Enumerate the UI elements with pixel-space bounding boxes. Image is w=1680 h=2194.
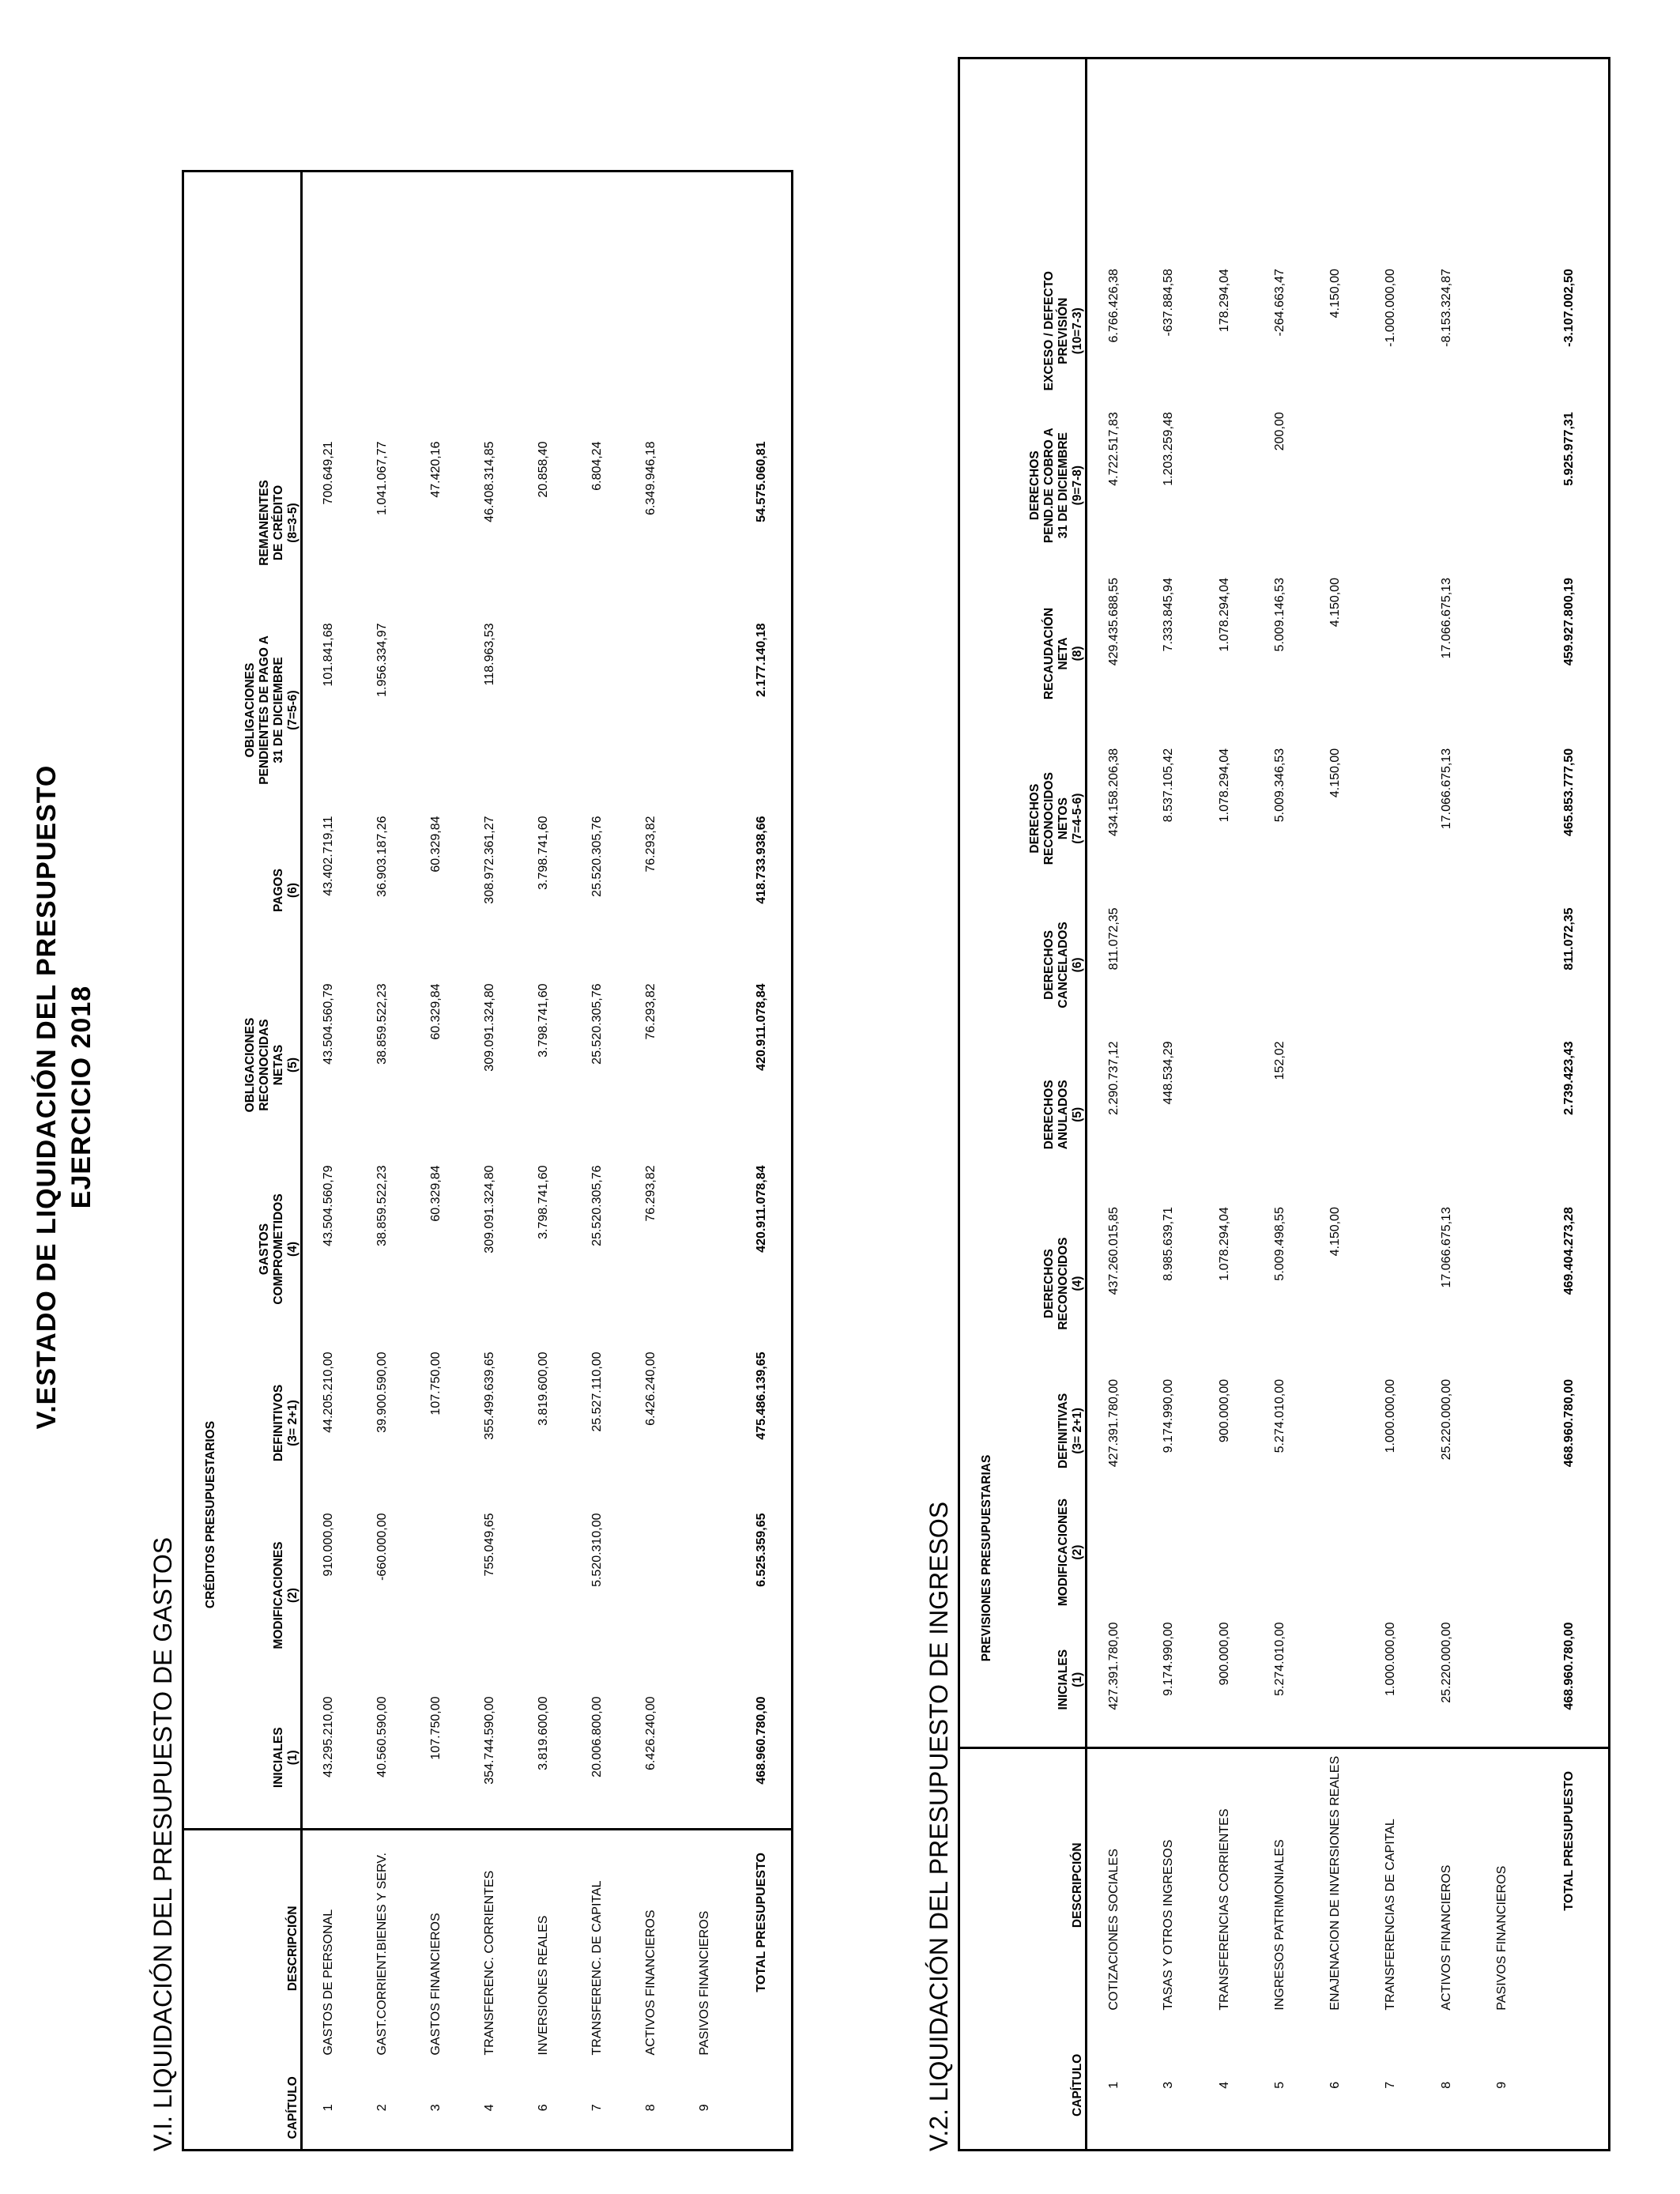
page-title: V.ESTADO DE LIQUIDACIÓN DEL PRESUPUESTO [32, 764, 62, 1430]
row-value-comp: 76.293,82 [644, 1165, 658, 1222]
gastos-group-header: CRÉDITOS PRESUPUESTARIOS [203, 1420, 217, 1609]
row-value-can [1475, 898, 1530, 1031]
row-value-mod [409, 1504, 463, 1687]
row-value-ini: 40.560.590,00 [375, 1696, 389, 1777]
row-value-rec: 1.078.294,04 [1217, 1207, 1231, 1281]
row-value-rec: 8.985.639,71 [1162, 1207, 1176, 1281]
row-value-rcd [1363, 568, 1418, 739]
row-value-comp: 60.329,84 [428, 1165, 443, 1222]
row-capitulo: 7 [590, 2104, 605, 2112]
col-pendcobro: DERECHOS PEND.DE COBRO A 31 DE DICIEMBRE (9=7-8) [1027, 428, 1084, 544]
gastos-section-title: V.I. LIQUIDACIÓN DEL PRESUPUESTO DE GASTOS [149, 1536, 177, 2151]
row-value-net: 17.066.675,13 [1439, 748, 1453, 830]
row-value-rec: 437.260.015,85 [1106, 1207, 1121, 1295]
row-value-anu [1363, 1031, 1418, 1197]
row-value-def: 427.391.780,00 [1106, 1379, 1121, 1468]
row-value-pag [678, 806, 732, 974]
row-value-def: 25.220.000,00 [1439, 1379, 1453, 1461]
table-row [1363, 58, 1418, 2151]
total-row [732, 171, 792, 2150]
total-row [1530, 58, 1609, 2151]
ingresos-group-row [959, 58, 994, 2151]
row-value-can [1308, 898, 1363, 1031]
row-value-mod [678, 1504, 732, 1687]
table-row [1308, 58, 1363, 2151]
row-descripcion: PASIVOS FINANCIEROS [678, 1830, 732, 2067]
row-value-mod [1197, 1492, 1252, 1613]
row-value-rem: 6.349.946,18 [644, 441, 658, 515]
row-value-pag: 76.293,82 [644, 816, 658, 873]
row-value-mod: 5.520.310,00 [590, 1513, 605, 1587]
row-value-net [1475, 739, 1530, 899]
row-value-mod [1308, 1492, 1363, 1613]
ingresos-group-header: PREVISIONES PRESUPUESTARIAS [979, 1454, 993, 1662]
row-descripcion: TRANSFERENC. CORRIENTES [463, 1830, 517, 2067]
row-descripcion: GAST.CORRIENT.BIENES Y SERV. [356, 1830, 409, 2067]
row-descripcion: ACTIVOS FINANCIEROS [1419, 1747, 1475, 2021]
row-value-pend: 118.963,53 [482, 623, 496, 686]
col-cancelados: DERECHOS CANCELADOS (6) [1042, 922, 1084, 1008]
row-value-comp [678, 1155, 732, 1342]
row-value-def [1475, 1370, 1530, 1492]
row-value-rec [1363, 1197, 1418, 1370]
row-value-comp: 38.859.522,23 [375, 1165, 389, 1246]
row-value-def: 1.000.000,00 [1384, 1379, 1398, 1453]
row-value-comp: 43.504.560,79 [322, 1165, 336, 1246]
table-row [1419, 58, 1475, 2151]
row-value-obl [678, 974, 732, 1155]
row-value-rem [678, 432, 732, 613]
row-value-pend: 200,00 [1272, 412, 1286, 451]
row-value-exc: -8.153.324,87 [1439, 269, 1453, 347]
col-netos: DERECHOS RECONOCIDOS NETOS (7=4-5-6) [1027, 772, 1084, 865]
total-value-ini: 468.960.780,00 [754, 1696, 768, 1785]
col-reconocidos: DERECHOS RECONOCIDOS (4) [1042, 1237, 1084, 1330]
row-value-rem: 1.041.067,77 [375, 441, 389, 515]
row-capitulo: 3 [1162, 2081, 1176, 2089]
row-value-ini: 25.220.000,00 [1439, 1622, 1453, 1703]
row-value-ini: 3.819.600,00 [537, 1696, 551, 1770]
row-value-def [1308, 1370, 1363, 1492]
total-value-def: 475.486.139,65 [754, 1351, 768, 1440]
row-descripcion: TRANSFERENC. DE CAPITAL [571, 1830, 624, 2067]
col-anulados: DERECHOS ANULADOS (5) [1042, 1080, 1084, 1150]
row-value-can [1363, 898, 1418, 1031]
row-value-rec: 5.009.498,55 [1272, 1207, 1286, 1281]
row-value-ini [1308, 1612, 1363, 1747]
row-value-mod [1252, 1492, 1308, 1613]
col-remanentes: REMANENTES DE CRÉDITO (8=3-5) [258, 480, 300, 566]
col-pagos: PAGOS (6) [272, 869, 300, 912]
col-capitulo: CAPÍTULO [1070, 2053, 1084, 2117]
row-value-rec: 4.150,00 [1328, 1207, 1343, 1257]
col-modificaciones: MODIFICACIONES (2) [272, 1541, 300, 1649]
col-recaudacion: RECAUDACIÓN NETA (8) [1042, 607, 1084, 700]
ingresos-header-row [994, 58, 1086, 2151]
row-value-pag: 43.402.719,11 [322, 816, 336, 896]
row-value-exc: 6.766.426,38 [1106, 269, 1121, 343]
row-capitulo: 9 [1494, 2081, 1509, 2089]
total-value-mod: 6.525.359,65 [754, 1513, 768, 1587]
row-capitulo: 8 [1439, 2081, 1453, 2089]
row-value-comp: 309.091.324,80 [482, 1165, 496, 1253]
row-descripcion: GASTOS FINANCIEROS [409, 1830, 463, 2067]
row-value-net: 5.009.346,53 [1272, 748, 1286, 823]
row-value-comp: 3.798.741,60 [537, 1165, 551, 1239]
total-value-can: 811.072,35 [1561, 907, 1576, 971]
row-value-rem: 700.649,21 [322, 441, 336, 505]
col-iniciales: INICIALES (1) [1056, 1649, 1084, 1710]
row-value-obl: 3.798.741,60 [537, 983, 551, 1057]
row-value-mod [517, 1504, 571, 1687]
row-descripcion: GASTOS DE PERSONAL [302, 1830, 356, 2067]
row-capitulo: 7 [1384, 2081, 1398, 2089]
ingresos-table [958, 57, 1610, 2151]
total-value-anu: 2.739.423,43 [1561, 1041, 1576, 1115]
row-descripcion: TRANSFERENCIAS CORRIENTES [1197, 1747, 1252, 2021]
row-value-net: 434.158.206,38 [1106, 748, 1121, 837]
row-descripcion: ENAJENACION DE INVERSIONES REALES [1308, 1747, 1363, 2021]
row-value-mod [1086, 1492, 1141, 1613]
total-value-rem: 54.575.060,81 [754, 441, 768, 522]
row-value-exc: -637.884,58 [1162, 269, 1176, 337]
row-value-pend [517, 613, 571, 806]
row-value-net [1363, 739, 1418, 899]
row-value-exc: -1.000.000,00 [1384, 269, 1398, 347]
row-value-pend: 4.722.517,83 [1106, 412, 1121, 486]
table-row [624, 171, 678, 2150]
row-descripcion: TASAS Y OTROS INGRESOS [1141, 1747, 1196, 2021]
row-value-mod [1141, 1492, 1196, 1613]
row-value-pend: 1.203.259,48 [1162, 412, 1176, 486]
row-value-can [1419, 898, 1475, 1031]
total-value-pend: 2.177.140,18 [754, 623, 768, 697]
row-value-def: 900.000,00 [1217, 1379, 1231, 1443]
row-value-mod [1475, 1492, 1530, 1613]
row-value-ini: 6.426.240,00 [644, 1696, 658, 1770]
row-value-rec: 17.066.675,13 [1439, 1207, 1453, 1288]
row-value-mod: -660.000,00 [375, 1513, 389, 1581]
row-value-rcd: 5.009.146,53 [1272, 578, 1286, 652]
row-value-obl: 60.329,84 [428, 983, 443, 1040]
row-value-pag: 36.903.187,26 [375, 816, 389, 897]
gastos-table [182, 170, 793, 2151]
row-value-obl: 25.520.305,76 [590, 983, 605, 1065]
total-value-rec: 469.404.273,28 [1561, 1207, 1576, 1295]
row-value-rcd: 7.333.845,94 [1162, 578, 1176, 652]
row-capitulo: 2 [375, 2104, 389, 2112]
row-value-ini: 5.274.010,00 [1272, 1622, 1286, 1696]
row-value-obl: 309.091.324,80 [482, 983, 496, 1072]
row-value-def: 39.900.590,00 [375, 1351, 389, 1433]
row-value-def: 9.174.990,00 [1162, 1379, 1176, 1453]
table-row [678, 171, 732, 2150]
row-value-ini [678, 1687, 732, 1830]
row-value-pag: 308.972.361,27 [482, 816, 496, 904]
row-capitulo: 1 [322, 2104, 336, 2112]
row-capitulo: 6 [537, 2104, 551, 2112]
table-row [1252, 58, 1308, 2151]
row-descripcion: COTIZACIONES SOCIALES [1086, 1747, 1141, 2021]
row-value-net: 8.537.105,42 [1162, 748, 1176, 823]
total-value-pag: 418.733.938,66 [754, 816, 768, 904]
total-value-mod [1530, 1492, 1609, 1613]
table-row [463, 171, 517, 2150]
row-value-pend [409, 613, 463, 806]
gastos-group-row [183, 171, 218, 2150]
total-value-net: 465.853.777,50 [1561, 748, 1576, 837]
row-value-can: 811.072,35 [1106, 907, 1121, 971]
row-value-anu [1419, 1031, 1475, 1197]
table-row [1197, 58, 1252, 2151]
row-value-pend [1197, 402, 1252, 568]
row-value-pend [571, 613, 624, 806]
row-value-def [678, 1342, 732, 1503]
row-value-ini: 107.750,00 [428, 1696, 443, 1760]
row-value-pend [1419, 402, 1475, 568]
row-value-pend: 1.956.334,97 [375, 623, 389, 697]
row-value-ini: 900.000,00 [1217, 1622, 1231, 1686]
row-value-pend [1308, 402, 1363, 568]
row-value-pag: 25.520.305,76 [590, 816, 605, 897]
col-pendientes: OBLIGACIONES PENDIENTES DE PAGO A 31 DE DICIEMBRE (7=5-6) [243, 635, 300, 785]
row-value-rem: 6.804,24 [590, 441, 605, 491]
table-row [517, 171, 571, 2150]
row-value-def: 6.426.240,00 [644, 1351, 658, 1426]
row-value-anu: 2.290.737,12 [1106, 1041, 1121, 1115]
total-label: TOTAL PRESUPUESTO [732, 1830, 792, 2067]
row-capitulo: 9 [698, 2104, 712, 2112]
total-value-ini: 468.960.780,00 [1561, 1622, 1576, 1710]
row-value-ini: 354.744.590,00 [482, 1696, 496, 1785]
row-value-rcd: 429.435.688,55 [1106, 578, 1121, 666]
row-value-exc [1475, 259, 1530, 402]
row-value-rec [1475, 1197, 1530, 1370]
row-value-obl: 38.859.522,23 [375, 983, 389, 1065]
row-capitulo: 8 [644, 2104, 658, 2112]
table-row [356, 171, 409, 2150]
row-value-rcd: 17.066.675,13 [1439, 578, 1453, 659]
row-value-can [1197, 898, 1252, 1031]
col-capitulo: CAPÍTULO [286, 2076, 300, 2139]
total-value-obl: 420.911.078,84 [754, 983, 768, 1071]
col-descripcion: DESCRIPCIÓN [218, 1830, 302, 2067]
row-value-anu [1197, 1031, 1252, 1197]
row-value-anu [1475, 1031, 1530, 1197]
total-value-def: 468.960.780,00 [1561, 1379, 1576, 1468]
row-value-ini: 427.391.780,00 [1106, 1622, 1121, 1710]
row-value-rem: 47.420,16 [428, 441, 443, 498]
row-value-rcd: 1.078.294,04 [1217, 578, 1231, 652]
row-value-pag: 60.329,84 [428, 816, 443, 873]
row-value-def: 25.527.110,00 [590, 1351, 605, 1432]
total-value-pend: 5.925.977,31 [1561, 412, 1576, 486]
row-value-def: 355.499.639,65 [482, 1351, 496, 1440]
row-value-anu: 152,02 [1272, 1041, 1286, 1080]
row-descripcion: INGRESOS PATRIMONIALES [1252, 1747, 1308, 2021]
row-value-mod: 910.000,00 [322, 1513, 336, 1577]
row-value-rcd [1475, 568, 1530, 739]
row-value-rem: 20.858,40 [537, 441, 551, 498]
row-capitulo: 5 [1272, 2081, 1286, 2089]
row-value-def: 3.819.600,00 [537, 1351, 551, 1426]
col-definitivos: DEFINITIVOS (3= 2+1) [272, 1384, 300, 1462]
col-descripcion: DESCRIPCIÓN [994, 1747, 1086, 2021]
col-definitivas: DEFINITIVAS (3= 2+1) [1056, 1393, 1084, 1469]
row-value-pend [678, 613, 732, 806]
page-subtitle: EJERCICIO 2018 [66, 985, 96, 1209]
row-descripcion: TRANSFERENCIAS DE CAPITAL [1363, 1747, 1418, 2021]
row-value-mod [1363, 1492, 1418, 1613]
row-value-def: 107.750,00 [428, 1351, 443, 1416]
total-value-rcd: 459.927.800,19 [1561, 578, 1576, 666]
table-row [1141, 58, 1196, 2151]
col-iniciales: INICIALES (1) [272, 1727, 300, 1789]
table-row [409, 171, 463, 2150]
row-value-ini: 20.006.800,00 [590, 1696, 605, 1777]
col-exceso: EXCESO / DEFECTO PREVISIÓN (10=7-3) [1042, 271, 1084, 391]
row-capitulo: 6 [1328, 2081, 1343, 2089]
row-value-pend [1475, 402, 1530, 568]
row-value-pend [624, 613, 678, 806]
ingresos-section-title: V.2. LIQUIDACIÓN DEL PRESUPUESTO DE INGRESOS [925, 1501, 953, 2151]
row-value-mod [624, 1504, 678, 1687]
row-descripcion: ACTIVOS FINANCIEROS [624, 1830, 678, 2067]
table-row [302, 171, 356, 2150]
col-comprometidos: GASTOS COMPROMETIDOS (4) [258, 1193, 300, 1305]
row-value-can [1252, 898, 1308, 1031]
row-value-def: 44.205.210,00 [322, 1351, 336, 1433]
row-value-can [1141, 898, 1196, 1031]
row-capitulo: 4 [1217, 2081, 1231, 2089]
row-value-obl: 43.504.560,79 [322, 983, 336, 1065]
row-value-obl: 76.293,82 [644, 983, 658, 1040]
table-row [1086, 58, 1141, 2151]
row-value-rem: 46.408.314,85 [482, 441, 496, 522]
total-value-comp: 420.911.078,84 [754, 1165, 768, 1253]
row-value-pag: 3.798.741,60 [537, 816, 551, 890]
row-descripcion: PASIVOS FINANCIEROS [1475, 1747, 1530, 2021]
table-row [1475, 58, 1530, 2151]
row-capitulo: 1 [1106, 2081, 1121, 2089]
table-row [571, 171, 624, 2150]
row-value-pend [1363, 402, 1418, 568]
row-value-anu: 448.534,29 [1162, 1041, 1176, 1105]
row-descripcion: INVERSIONES REALES [517, 1830, 571, 2067]
row-value-ini: 9.174.990,00 [1162, 1622, 1176, 1696]
row-capitulo: 4 [482, 2104, 496, 2112]
total-label: TOTAL PRESUPUESTO [1530, 1747, 1609, 2021]
row-value-net: 1.078.294,04 [1217, 748, 1231, 823]
row-value-ini: 1.000.000,00 [1384, 1622, 1398, 1696]
row-value-exc: 4.150,00 [1328, 269, 1343, 319]
row-value-net: 4.150,00 [1328, 748, 1343, 798]
row-value-ini [1475, 1612, 1530, 1747]
gastos-header-row [218, 171, 302, 2150]
row-value-anu [1308, 1031, 1363, 1197]
row-value-mod: 755.049,65 [482, 1513, 496, 1577]
row-value-mod [1419, 1492, 1475, 1613]
row-value-rcd: 4.150,00 [1328, 578, 1343, 628]
row-value-pend: 101.841,68 [322, 623, 336, 687]
col-modificaciones: MODIFICACIONES (2) [1056, 1498, 1084, 1607]
row-value-comp: 25.520.305,76 [590, 1165, 605, 1246]
row-capitulo: 3 [428, 2104, 443, 2112]
row-value-def: 5.274.010,00 [1272, 1379, 1286, 1453]
row-value-exc: -264.663,47 [1272, 269, 1286, 337]
total-value-exc: -3.107.002,50 [1561, 269, 1576, 347]
row-value-exc: 178.294,04 [1217, 269, 1231, 333]
col-obligaciones: OBLIGACIONES RECONOCIDAS NETAS (5) [243, 1017, 300, 1113]
row-value-ini: 43.295.210,00 [322, 1696, 336, 1777]
